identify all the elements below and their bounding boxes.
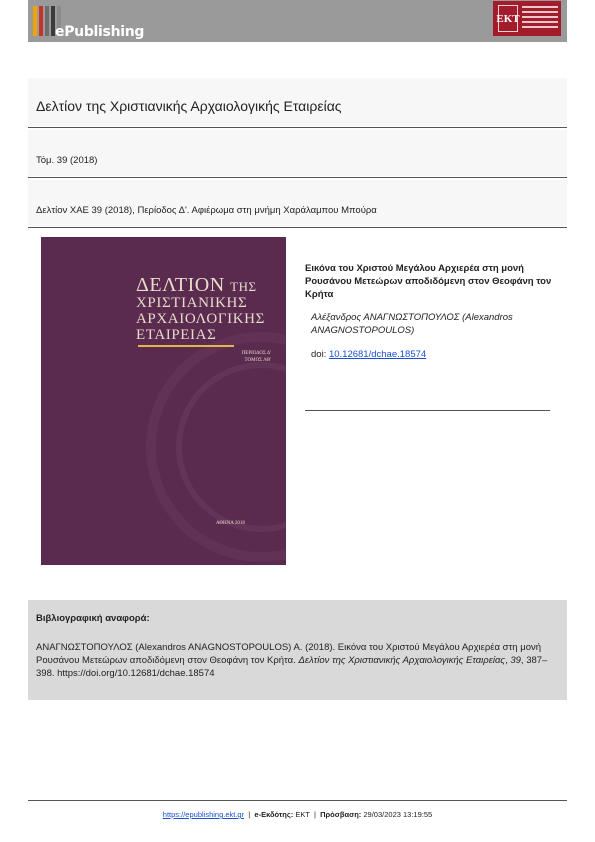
cover-line3: ΑΡΧΑΙΟΛΟΓΙΚΗΣ — [136, 310, 265, 327]
divider — [305, 410, 550, 411]
article-author: Αλέξανδρος ΑΝΑΓΝΩΣΤΟΠΟΥΛΟΣ (Alexandros ANAGNOSTOPOULOS) — [311, 312, 513, 336]
cover-foot: ΑΘΗΝΑ 2018 — [216, 521, 245, 526]
citation-heading: Βιβλιογραφική αναφορά: — [36, 613, 150, 624]
divider — [28, 127, 567, 128]
access-label: Πρόσβαση: — [320, 810, 362, 819]
volume-panel — [28, 130, 567, 176]
citation-pages-doi: , 387–398. https://doi.org/10.12681/dchae.18574 — [36, 655, 548, 679]
cover-sub1: ΠΕΡΙΟΔΟΣ Δ' — [241, 351, 271, 356]
ekt-mark: ΕΚΤ — [498, 5, 518, 32]
article-title: Εικόνα του Χριστού Μεγάλου Αρχιερέα στη μονή Ρουσάνου Μετεώρων αποδιδόμενη στον Θεοφάνη τον Κρήτα — [305, 263, 552, 300]
volume[interactable]: Τόμ. 39 (2018) — [36, 155, 98, 166]
journal-title[interactable]: Δελτίον της Χριστιανικής Αρχαιολογικής Εταιρείας — [36, 98, 342, 114]
brand-bar — [33, 6, 37, 36]
cover-sub2: ΤΟΜΟΣ ΛΘ' — [244, 357, 271, 363]
doi-label: doi: — [311, 349, 327, 360]
divider — [28, 177, 567, 178]
doi-link[interactable]: 10.12681/dchae.18574 — [328, 349, 427, 360]
journal-cover-image — [41, 237, 286, 565]
cover-title — [136, 275, 286, 343]
divider — [28, 800, 567, 801]
cover-subtitle — [211, 351, 271, 364]
brand-bar — [45, 6, 49, 36]
brand-name: ePublishing — [55, 24, 145, 40]
divider — [28, 227, 567, 228]
cover-line4: ΕΤΑΙΡΕΙΑΣ — [136, 326, 217, 343]
ekt-logo[interactable] — [493, 1, 561, 36]
footer-url-link[interactable]: https://epublishing.ekt.gr — [162, 810, 245, 819]
brand-bar — [39, 6, 43, 36]
citation-text: ΑΝΑΓΝΩΣΤΟΠΟΥΛΟΣ (Alexandros ANAGNOSTOPOULOS) Α. (2018). Εικόνα του Χριστού Μεγάλου Αρχιερέα στη μονή Ρουσάνου Μετεώρων αποδιδόμενη στον Θεοφάνη τον Κρήτα. Δελτίον της Χριστιανικής Αρχαιολογικής Εταιρείας, 39, 387–398. https://doi.org/10.12681/dchae.18574 — [36, 642, 548, 679]
citation-journal: Δελτίον της Χριστιανικής Αρχαιολογικής Εταιρείας — [298, 655, 506, 666]
access-time: 29/03/2023 13:19:55 — [363, 810, 433, 819]
footer: https://epublishing.ekt.gr | e-Εκδότης: EKT | Πρόσβαση: 29/03/2023 13:19:55 — [162, 810, 433, 819]
issue[interactable]: Δελτίον ΧΑΕ 39 (2018), Περίοδος Δ'. Αφιέρωμα στη μνήμη Χαράλαμπου Μπούρα — [36, 205, 377, 216]
cover-line1-small: ΤΗΣ — [230, 279, 257, 294]
ekt-lines-icon — [522, 6, 558, 31]
citation-main: ΑΝΑΓΝΩΣΤΟΠΟΥΛΟΣ (Alexandros ANAGNOSTOPOULOS) Α. (2018). Εικόνα του Χριστού Μεγάλου Αρχιερέα στη μονή Ρουσάνου Μετεώρων αποδιδόμενη στον Θεοφάνη τον Κρήτα. — [36, 642, 542, 666]
citation-volume: 39 — [510, 655, 521, 666]
cover-line2: ΧΡΙΣΤΙΑΝΙΚΗΣ — [136, 295, 248, 311]
doi — [311, 349, 426, 360]
cover-line1: ΔΕΛΤΙΟΝ — [136, 274, 225, 296]
issue-panel — [28, 180, 567, 226]
publisher-label: e-Εκδότης: — [254, 810, 294, 819]
cover-rule — [138, 345, 234, 347]
epublishing-logo[interactable] — [33, 6, 143, 40]
publisher: EKT — [295, 810, 310, 819]
